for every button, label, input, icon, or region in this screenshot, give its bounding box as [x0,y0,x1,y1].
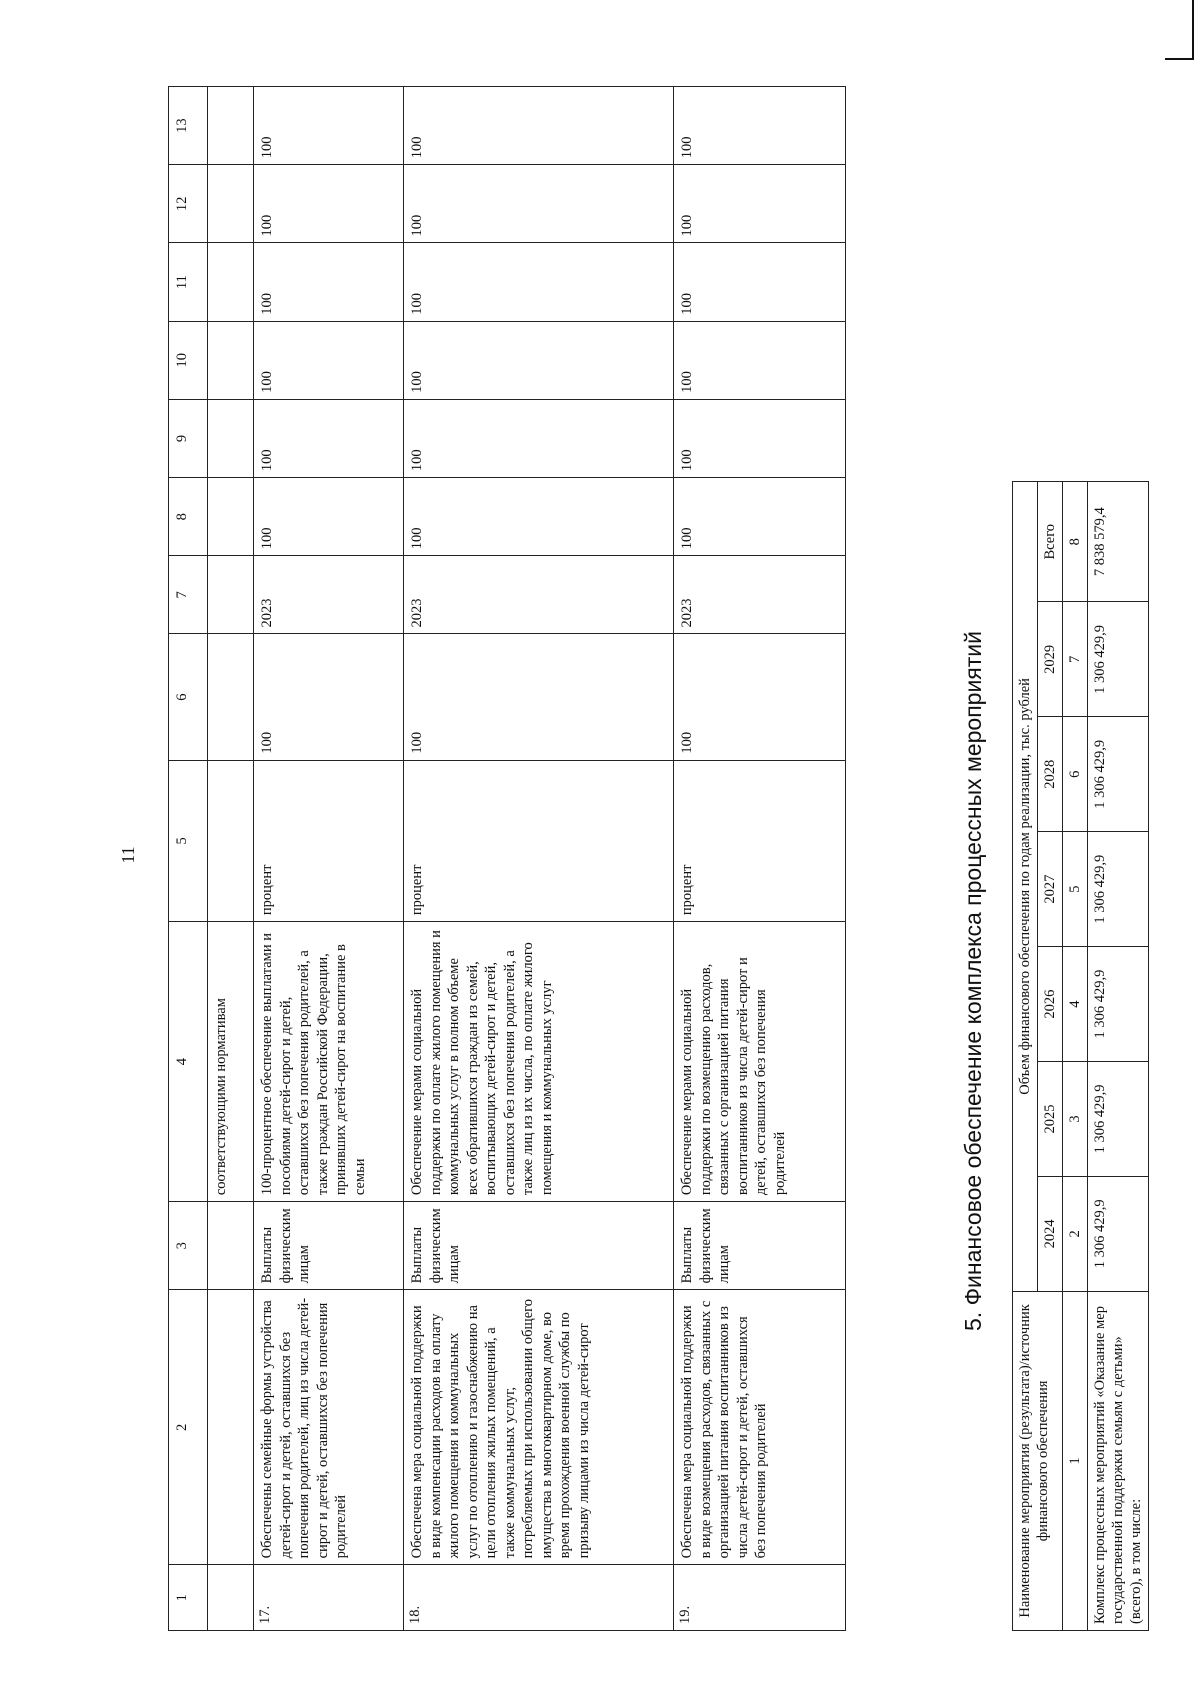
col-number: 1 [169,1565,208,1631]
col-number: 9 [169,399,208,477]
value-2025: 100 [674,399,846,477]
col-number: 4 [169,922,208,1202]
page-number: 11 [118,846,138,864]
base-year: 2023 [404,556,674,634]
row-number: 17. [254,1565,404,1631]
col-number: 3 [169,1202,208,1290]
finance-value: 1 306 429,9 [1088,717,1149,832]
value-2029: 100 [254,87,404,165]
value-2029: 100 [674,87,846,165]
value-2026: 100 [674,321,846,399]
corner-mark-horizontal [1165,58,1194,60]
table-row [404,87,674,1631]
col-number: 8 [1063,482,1088,602]
finance-value: 1 306 429,9 [1088,1062,1149,1177]
value-2025: 100 [254,399,404,477]
col-number: 4 [1063,947,1088,1062]
year-header: 2025 [1038,1062,1063,1177]
total-header: Всего [1038,482,1063,602]
value-2024: 100 [674,478,846,556]
col-number: 8 [169,478,208,556]
value-2026: 100 [254,321,404,399]
year-header: 2029 [1038,602,1063,717]
col-number: 6 [169,634,208,760]
row-number: 19. [674,1565,846,1631]
result-name: Обеспечена мера социальной поддержки в виде возмещения расходов, связанных с организацией питания воспитанников из числа детей-сирот и детей, оставшихся без попечения родителей [674,1290,846,1565]
finance-row-name: Комплекс процессных мероприятий «Оказание мер государственной поддержки семьям с детьми» (всего), в том числе: [1088,1291,1149,1630]
col-number: 2 [169,1290,208,1565]
value-2026: 100 [404,321,674,399]
result-type: Выплаты физическим лицам [674,1202,846,1290]
corner-mark-vertical [1192,0,1194,60]
section-title: 5. Финансовое обеспечение комплекса процессных мероприятий [960,631,986,1331]
finance-value: 1 306 429,9 [1088,947,1149,1062]
col-number: 3 [1063,1062,1088,1177]
finance-table [1012,481,1149,1631]
col-number: 1 [1063,1291,1088,1630]
row-number: 18. [404,1565,674,1631]
finance-value: 1 306 429,9 [1088,602,1149,717]
col-number: 5 [1063,832,1088,947]
col-number: 2 [1063,1176,1088,1291]
value-2028: 100 [404,165,674,243]
base-value: 100 [254,634,404,760]
col-number: 12 [169,165,208,243]
value-2028: 100 [254,165,404,243]
value-2028: 100 [674,165,846,243]
col-number: 11 [169,243,208,321]
base-year: 2023 [254,556,404,634]
year-header: 2024 [1038,1176,1063,1291]
year-header: 2027 [1038,832,1063,947]
unit: процент [404,760,674,921]
process-results-table [168,86,846,1631]
base-value: 100 [404,634,674,760]
base-value: 100 [674,634,846,760]
value-2025: 100 [404,399,674,477]
result-type: Выплаты физическим лицам [254,1202,404,1290]
carry-over-text: соответствующими нормативам [208,922,254,1202]
value-2027: 100 [404,243,674,321]
unit: процент [674,760,846,921]
result-type: Выплаты физическим лицам [404,1202,674,1290]
result-characteristic: Обеспечение мерами социальной поддержки по оплате жилого помещения и коммунальных услуг в полном объеме всех обратившихся граждан из семей, воспитывающих детей-сирот и детей, оставшихся без попечения родителей, а также лиц из их числа, по оплате жилого помещения и коммунальных услуг [404,922,674,1202]
value-2027: 100 [674,243,846,321]
year-header: 2028 [1038,717,1063,832]
col-number: 10 [169,321,208,399]
result-characteristic: Обеспечение мерами социальной поддержки по возмещению расходов, связанных с организацией питания воспитанников из числа детей-сирот и детей, оставшихся без попечения родителей [674,922,846,1202]
carry-over-row [208,87,254,1631]
finance-header-name: Наименование мероприятия (результата)/источник финансового обеспечения [1013,1291,1063,1630]
finance-value: 1 306 429,9 [1088,832,1149,947]
finance-total: 7 838 579,4 [1088,482,1149,602]
value-2027: 100 [254,243,404,321]
finance-row [1088,482,1149,1631]
finance-header-row [1013,482,1038,1631]
result-name: Обеспечены семейные формы устройства детей-сирот и детей, оставшихся без попечения родителей, лиц из числа детей-сирот и детей, оставшихся без попечения родителей [254,1290,404,1565]
finance-header-volume: Объем финансового обеспечения по годам реализации, тыс. рублей [1013,482,1038,1292]
finance-colnum-row [1063,482,1088,1631]
finance-value: 1 306 429,9 [1088,1176,1149,1291]
col-number: 7 [1063,602,1088,717]
base-year: 2023 [674,556,846,634]
unit: процент [254,760,404,921]
col-number: 5 [169,760,208,921]
col-number: 6 [1063,717,1088,832]
result-name: Обеспечена мера социальной поддержки в виде компенсации расходов на оплату жилого помещения и коммунальных услуг по отоплению и газоснабжению на цели отопления жилых помещений, а также коммунальных услуг, потребляемых при использовании общего имущества в многоквартирном доме, во время прохождения военной службы по призыву лицами из числа детей-сирот [404,1290,674,1565]
col-number: 13 [169,87,208,165]
value-2024: 100 [254,478,404,556]
result-characteristic: 100-процентное обеспечение выплатами и пособиями детей-сирот и детей, оставшихся без попечения родителей, а также граждан Российской Федерации, принявших детей-сирот на воспитание в семьи [254,922,404,1202]
table-row [254,87,404,1631]
table-row [674,87,846,1631]
value-2029: 100 [404,87,674,165]
rotated-page-content [168,86,1144,1631]
value-2024: 100 [404,478,674,556]
column-numbers-row [169,87,208,1631]
col-number: 7 [169,556,208,634]
year-header: 2026 [1038,947,1063,1062]
